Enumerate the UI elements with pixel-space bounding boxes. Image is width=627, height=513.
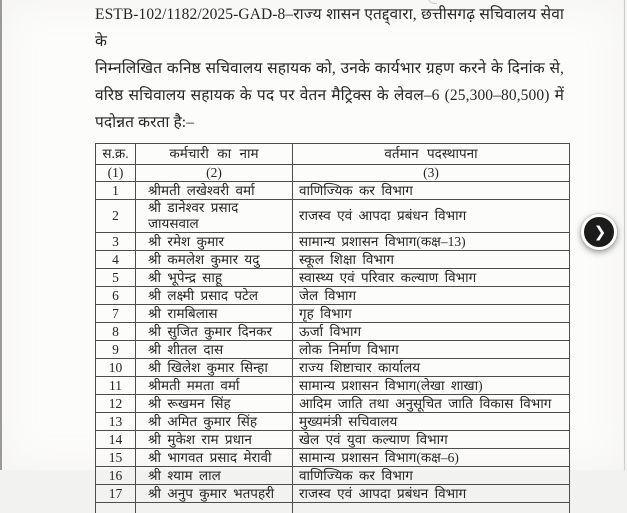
paragraph-line: वरिष्ठ सचिवालय सहायक के पद पर वेतन मैट्रिक्स के लेवल–6 (25,300–80,500) में <box>95 87 564 104</box>
row-employee-name: श्री लक्ष्मी प्रसाद पटेल <box>136 287 293 305</box>
row-serial: 4 <box>96 251 136 269</box>
row-current-posting: वाणिज्यिक कर विभाग <box>293 467 570 485</box>
order-paragraph <box>95 0 564 136</box>
row-current-posting <box>293 503 570 513</box>
document-content <box>95 0 569 513</box>
row-employee-name: श्री श्याम लाल <box>136 467 293 485</box>
row-employee-name: श्री भागवत प्रसाद मेरावी <box>136 449 293 467</box>
next-button[interactable] <box>581 214 617 250</box>
row-serial: 17 <box>96 485 136 503</box>
chevron-right-icon: ❯ <box>593 222 607 241</box>
row-current-posting: सामान्य प्रशासन विभाग(कक्ष–13) <box>293 233 570 251</box>
row-current-posting: राज्य शिष्टाचार कार्यालय <box>293 359 570 377</box>
row-employee-name: श्री डानेश्वर प्रसाद जायसवाल <box>136 200 293 233</box>
page-right-edge <box>624 0 625 470</box>
row-current-posting: सामान्य प्रशासन विभाग(कक्ष–6) <box>293 449 570 467</box>
header-serial-no: स.क्र. <box>96 144 136 165</box>
row-employee-name: श्रीमती लखेश्वरी वर्मा <box>136 182 293 200</box>
promotion-table-body <box>96 182 570 513</box>
row-employee-name: श्री रमेश कुमार <box>136 233 293 251</box>
row-current-posting: लोक निर्माण विभाग <box>293 341 570 359</box>
header-current-posting: वर्तमान पदस्थापना <box>293 144 570 165</box>
table-row <box>96 251 570 269</box>
header-employee-name: कर्मचारी का नाम <box>136 144 293 165</box>
row-current-posting: सामान्य प्रशासन विभाग(लेखा शाखा) <box>293 377 570 395</box>
table-row <box>96 449 570 467</box>
table-row <box>96 305 570 323</box>
row-serial: 8 <box>96 323 136 341</box>
row-employee-name: श्री अनुप कुमार भतपहरी <box>136 485 293 503</box>
row-current-posting: आदिम जाति तथा अनुसूचित जाति विकास विभाग <box>293 395 570 413</box>
row-employee-name: श्री सुजित कुमार दिनकर <box>136 323 293 341</box>
row-serial: 6 <box>96 287 136 305</box>
row-employee-name: श्री रामबिलास <box>136 305 293 323</box>
row-current-posting: ऊर्जा विभाग <box>293 323 570 341</box>
row-current-posting: वाणिज्यिक कर विभाग <box>293 182 570 200</box>
row-employee-name: श्री अमित कुमार सिंह <box>136 413 293 431</box>
row-serial: 11 <box>96 377 136 395</box>
row-current-posting: स्कूल शिक्षा विभाग <box>293 251 570 269</box>
row-current-posting: राजस्व एवं आपदा प्रबंधन विभाग <box>293 485 570 503</box>
row-current-posting: राजस्व एवं आपदा प्रबंधन विभाग <box>293 200 570 233</box>
row-employee-name: श्री मुकेश राम प्रधान <box>136 431 293 449</box>
paragraph-line: निम्नलिखित कनिष्ठ सचिवालय सहायक को, उनके कार्यभार ग्रहण करने के दिनांक से, <box>95 60 564 77</box>
table-row <box>96 413 570 431</box>
table-row <box>96 377 570 395</box>
row-current-posting: स्वास्थ्य एवं परिवार कल्याण विभाग <box>293 269 570 287</box>
row-serial: 9 <box>96 341 136 359</box>
table-row <box>96 503 570 513</box>
table-row <box>96 467 570 485</box>
row-current-posting: मुख्यमंत्री सचिवालय <box>293 413 570 431</box>
table-row <box>96 200 570 233</box>
row-serial: 15 <box>96 449 136 467</box>
row-employee-name: श्री रूखमन सिंह <box>136 395 293 413</box>
row-serial <box>96 503 136 513</box>
table-row <box>96 182 570 200</box>
table-row <box>96 323 570 341</box>
table-subheader-row <box>96 165 570 182</box>
row-employee-name: श्री भूपेन्द्र साहू <box>136 269 293 287</box>
table-row <box>96 233 570 251</box>
row-serial: 12 <box>96 395 136 413</box>
row-serial: 5 <box>96 269 136 287</box>
row-employee-name: श्री कमलेश कुमार यदु <box>136 251 293 269</box>
subheader-col2: (2) <box>136 165 293 182</box>
row-employee-name <box>136 503 293 513</box>
row-current-posting: गृह विभाग <box>293 305 570 323</box>
row-employee-name: श्रीमती ममता वर्मा <box>136 377 293 395</box>
table-row <box>96 395 570 413</box>
row-current-posting: जेल विभाग <box>293 287 570 305</box>
subheader-col1: (1) <box>96 165 136 182</box>
table-row <box>96 431 570 449</box>
row-employee-name: श्री खिलेश कुमार सिन्हा <box>136 359 293 377</box>
table-row <box>96 341 570 359</box>
row-serial: 2 <box>96 200 136 233</box>
row-serial: 1 <box>96 182 136 200</box>
table-row <box>96 269 570 287</box>
table-row <box>96 485 570 503</box>
row-employee-name: श्री शीतल दास <box>136 341 293 359</box>
table-row <box>96 287 570 305</box>
paragraph-line: पदोन्नत करता है:– <box>95 114 195 131</box>
row-serial: 7 <box>96 305 136 323</box>
table-row <box>96 359 570 377</box>
row-serial: 10 <box>96 359 136 377</box>
table-header-row <box>96 144 570 165</box>
subheader-col3: (3) <box>293 165 570 182</box>
promotion-table <box>95 143 570 513</box>
row-serial: 14 <box>96 431 136 449</box>
row-serial: 16 <box>96 467 136 485</box>
row-current-posting: खेल एवं युवा कल्याण विभाग <box>293 431 570 449</box>
row-serial: 3 <box>96 233 136 251</box>
paragraph-line: ESTB-102/1182/2025-GAD-8–राज्य शासन एतद्द्वारा, छत्तीसगढ़ सचिवालय सेवा के <box>95 6 564 50</box>
row-serial: 13 <box>96 413 136 431</box>
